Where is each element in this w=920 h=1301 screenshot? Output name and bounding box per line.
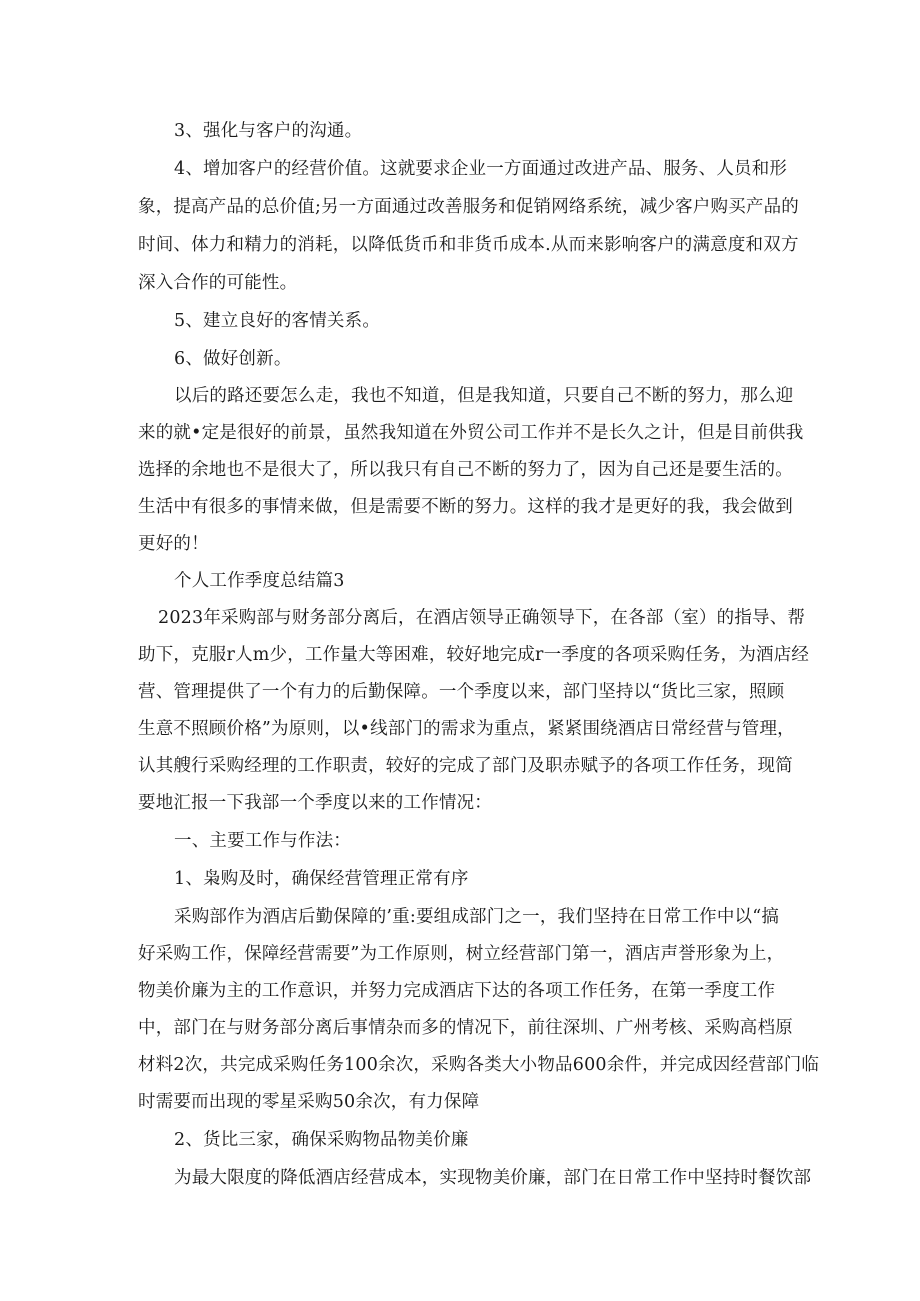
paragraph-line: 营、管理提供了一个有力的后勤保障。一个季度以来，部门坚持以“货比三家，照顾 — [138, 682, 785, 702]
paragraph-line: 6、做好创新。 — [174, 349, 292, 369]
subsection-heading: 一、主要工作与作法： — [174, 831, 351, 851]
paragraph-line: 选择的余地也不是很大了，所以我只有自己不断的努力了，因为自己还是要生活的。 — [138, 460, 793, 480]
paragraph-line: 材料2次，共完成采购任务100余次，采购各类大小物品600余件，并完成因经营部门临 — [138, 1055, 820, 1075]
paragraph-line: 以后的路还要怎么走，我也不知道，但是我知道，只要自己不断的努力，那么迎 — [174, 386, 794, 406]
paragraph-line: 2023年采购部与财务部分离后，在酒店领导正确领导下，在各部（室）的指导、帮 — [158, 608, 806, 628]
paragraph-line: 生意不照顾价格”为原则，以•线部门的需求为重点，紧紧围绕酒店日常经营与管理， — [138, 719, 795, 739]
subsection-heading: 2、货比三家，确保采购物品物美价廉 — [174, 1130, 469, 1150]
paragraph-line: 助下，克服r人m少，工作量大等困难，较好地完成r一季度的各项采购任务，为酒店经 — [138, 645, 810, 665]
paragraph-line: 认其艘行采购经理的工作职责，较好的完成了部门及职赤赋予的各项工作任务，现简 — [138, 756, 793, 776]
paragraph-line: 采购部作为酒店后勤保障的’重:要组成部门之一，我们坚持在日常工作中以“搞 — [174, 907, 780, 927]
paragraph-line: 来的就•定是很好的前景，虽然我知道在外贸公司工作并不是长久之计，但是目前供我 — [138, 423, 804, 443]
paragraph-line: 3、强化与客户的沟通。 — [174, 121, 363, 141]
paragraph-line: 4、增加客户的经营价值。这就要求企业一方面通过改进产品、服务、人员和形 — [174, 159, 788, 179]
paragraph-line: 物美价廉为主的工作意识，并努力完成酒店下达的各项工作任务，在第一季度工作 — [138, 981, 776, 1001]
paragraph-line: 为最大限度的降低酒店经营成本，实现物美价廉，部门在日常工作中坚持时餐饮部 — [174, 1168, 812, 1188]
paragraph-line: 5、建立良好的客情关系。 — [174, 311, 381, 331]
paragraph-line: 时间、体力和精力的消耗，以降低货币和非货币成本.从而来影响客户的满意度和双方 — [138, 235, 799, 255]
paragraph-line: 更好的！ — [138, 534, 209, 554]
paragraph-line: 中，部门在与财务部分离后事情杂而多的情况下，前往深圳、广州考核、采购高档原 — [138, 1018, 793, 1038]
paragraph-line: 深入合作的可能性。 — [138, 273, 298, 293]
section-heading: 个人工作季度总结篇3 — [174, 571, 345, 591]
paragraph-line: 生活中有很多的事情来做，但是需要不断的努力。这样的我才是更好的我，我会做到 — [138, 497, 793, 517]
paragraph-line: 时需要而出现的零星采购50余次，有力保障 — [138, 1092, 480, 1112]
paragraph-line: 好采购工作，保障经营需要”为工作原则，树立经营部门第一，酒店声誉形象为上， — [138, 944, 785, 964]
paragraph-line: 要地汇报一下我部一个季度以来的工作情况： — [138, 793, 492, 813]
subsection-heading: 1、枭购及时，确保经营管理正常有序 — [174, 869, 469, 889]
paragraph-line: 象，提高产品的总价值;另一方面通过改善服务和促销网络系统，减少客户购买产品的 — [138, 197, 799, 217]
